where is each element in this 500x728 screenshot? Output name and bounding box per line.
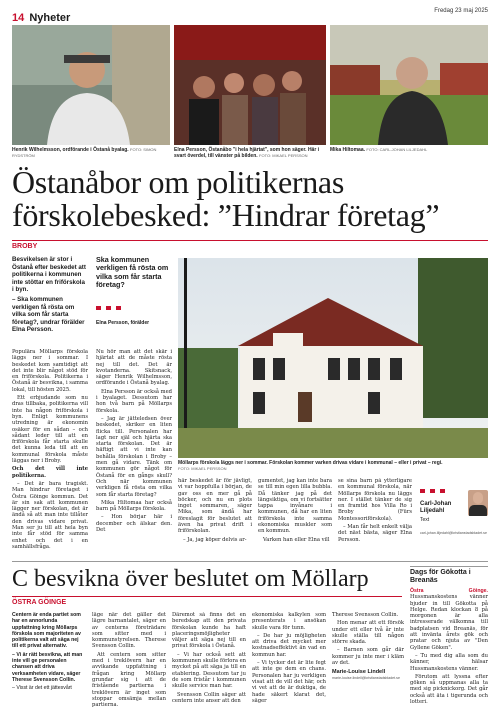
main-col1-subhead: Och det vill inte politikerna.: [12, 466, 88, 479]
main-col1-p1: Populära Möllarps förskola läggs ner i sommar. I beskedet kom samtidigt att det inte blir något stöd för en friförskola. Politikerna i Östanå är besvikna, i samma lokal, till hösten 2025.: [12, 349, 88, 393]
caption-elna: [174, 147, 326, 159]
second-col3-p3: Svensson Collin säger att centern inte anser att den: [172, 691, 246, 704]
byline-name: Carl-Johan Liljedahl: [420, 501, 452, 514]
sidebar-title: Dags för Gökotta i Breanäs: [410, 569, 471, 584]
main-col3-p1: här beskedet är för jävligt, vi var hoppfulla i början, de gav oss en mer gå på böcker, och nu en plots inget sommaren, säger Mika, som ändå har föreslagit för beslutet att även ha privat drift i friförskolan.: [178, 478, 252, 535]
main-col-4: [258, 478, 332, 558]
page-number: 14: [12, 12, 25, 24]
second-lead-p3: – Visst är det ett jättesvårt: [12, 685, 72, 692]
second-headline: C besvikna över beslutet om Möllarp: [12, 566, 369, 592]
credit-henrik: FOTO: SIMON RYDSTRÖM: [12, 147, 157, 158]
second-col5-p3: – Barnen som går där kommer ju inte mer i kläm av det.: [332, 647, 404, 667]
main-col4-p2: Varken han eller Elna vill: [263, 536, 330, 543]
sidebar-box: [410, 566, 488, 724]
main-col-3: [178, 478, 252, 558]
second-col4-p1: ekonomiska kalkylen som presenterats i ansökan skulle vara för tunn.: [252, 612, 326, 631]
main-col1-p2: Ett erbjudande som nu dras tillbaka, politikerna vill inte ha någon friförskola i byn. Enligt kommunens utredning är ekonomin osäker för en sådan – och sådant leder till att en friförskola får starta skulle det kunna leda till att en kommunal förskola måste läggas ner i Broby.: [12, 395, 88, 465]
school-photo-caption: [178, 460, 488, 472]
photo-mika: [330, 25, 488, 145]
second-col4-p2: – De har ju möjligheten att driva det mycket mer kostnadseffektivt än vad en kommun har.: [252, 632, 326, 658]
second-col3-p2: – Vi har också sett att kommunen skulle förlora en mycket på att säga ja till en etablering. Dessutom tar ju de som fristår i kommunen skulle service man har.: [172, 651, 246, 690]
credit-elna: FOTO: MIKAEL PERSSON: [259, 153, 308, 158]
quote-source: Elna Persson, förälder: [96, 319, 150, 326]
school-photo-credit: FOTO: MIKAEL PERSSON: [178, 466, 227, 471]
sidebar-text: [410, 588, 488, 705]
caption-mika: [330, 147, 488, 153]
quote-dashes: [96, 295, 172, 314]
caption-mika-text: Mika Hiltomaa.: [330, 147, 366, 153]
second-byline-email: marie-louise.lindell@kristianstadsbladet.se: [332, 675, 400, 680]
main-col2-p2: Elna Persson är också med i byalaget. Dessutom har hon två barn på Möllarps förskola.: [96, 388, 172, 414]
second-col4-p3: – Vi tycker det är lite fegt att inte ge dem en chans. Personalen har ju verkligen visat att de vill det här, och vi vet att de är duktiga, de hade säkert klarat det, säger: [252, 660, 326, 704]
main-col2-p5: – Hon börjar här i december och älskar den. Det: [96, 514, 172, 534]
main-col4-p1: gumentet, jag kan inte bara se till min egen lilla bubbla. Då tänker jag på det längsiktiga, om vi fortsätter tappa invånare i kommunen, då har en liten friförskola inte samma ekonomiska muskler som en kommun.: [258, 478, 332, 535]
page-header: [12, 6, 488, 24]
second-lead-p2: – Vi är rätt besvikna, att man inte vill ge personalen chansen att driva verksamheten vidare, säger Therese Svensson Collin.: [12, 651, 83, 683]
sidebar-p2: – Tu med dig alla som du känner, hälsar Hussmanskostens vänner.: [410, 652, 488, 672]
school-caption-text: Möllarps förskola läggs ner i sommar. Förskolan kommer varken drivas vidare i kommunal – eller i privat – regi.: [178, 460, 443, 466]
main-col-2: [96, 349, 172, 557]
sidebar-kicker: Östra Göinge.: [410, 588, 488, 594]
byline-role: Text: [420, 517, 430, 523]
second-col-4: [252, 612, 326, 724]
photo-henrik: [12, 25, 170, 145]
main-headline: Östanåbor om politikernas förskolebesked: ”Hindrar företag”: [12, 164, 440, 233]
second-col5-p1: Therese Svensson Collin.: [332, 612, 399, 618]
main-col3-p2: – Ja, jag köper delvis ar-: [183, 536, 247, 543]
second-col2-p1: läge när det gäller det lägre barnantalet, säger en av centerns företrädare som sitter med i kommunstyrelsen. Therese Svensson Collin.: [92, 612, 166, 650]
main-lead-p2: – Ska kommunen verkligen få rösta om vilka som får starta företag?, undrar förälder Elna Persson.: [12, 295, 85, 334]
main-col1-p3: [12, 466, 88, 479]
main-col2-p1: Nu hör man att det skär i hjärtat att de måste rösta nej till det. Det är kvotanderna. Skitsnack, säger Henrik Wilhelmsson, ordförande i Östanå byalag.: [96, 349, 172, 387]
sidebar-p1: [410, 588, 488, 651]
second-lead: [12, 612, 86, 724]
main-kicker: BROBY: [12, 243, 38, 250]
main-lead: [12, 256, 88, 336]
main-col1-p4: – Det är bara tragiskt. Man hindrar företaget i Östra Göinge kommun. Det är sin sak att kommunen lägger ner förskolan, det är ändå så att man inte tillåter den drivas vidare privat. Man ser ju till att hela byn inte får stöd för samma enhet och det i en samhällsfråga.: [12, 480, 88, 550]
caption-henrik-text: Henrik Wilhelmsson, ordförande i Östanå byalag.: [12, 147, 129, 153]
section-divider: [12, 561, 488, 562]
main-byline: [420, 478, 488, 536]
kicker-rule: [12, 240, 488, 241]
photo-school: [178, 258, 488, 458]
sidebar-p1-text: Hussmanskostens vänner bjuder in till Gökotta på Helge. Redan klockan 8 på morgonen är alla intresserade välkomna till badplatsen vid Breanäs, för att invänta årets gök och pratar och njuta av "Den Gyllene Göken".: [410, 594, 488, 651]
second-col-5: [332, 612, 404, 724]
second-col2-p2: Att centern som sitter med i treklövern har en avvikande uppfattning i frågan kring Möllarp grundar sig i att de fristående partierna i treklövern är inget som stoppar omsämja mellan partierna.: [92, 651, 166, 709]
caption-elna-text: Elna Persson, Östanåbo "i hela hjärtat", som hon säger. Här i svart överdel, till vänster på bilden.: [174, 147, 320, 159]
page-date: Fredag 23 maj 2025: [434, 8, 488, 14]
second-col-2: [92, 612, 166, 724]
second-kicker: ÖSTRA GÖINGE: [12, 599, 67, 606]
second-col5-p2: Hon menar att ett försök under ett eller två år inte skulle ställa till någon större skada.: [332, 620, 404, 646]
section-label: Nyheter: [29, 12, 71, 24]
second-kicker-rule: [12, 596, 402, 597]
main-col-5: [338, 478, 412, 558]
main-col2-p3: – Jag är jätteledsen över beskedet, skriker en liten flicka till. Personalen har lagt ner själ och hjärta ska starta förskolan. Det är häftigt att vi inte kan behålla förskolan i Broby – men gå vidare. Tänk om kommunen gör något för Östanå för en gångs skull? Och när kommunen verkligen få rösta om vilka som får starta företag?: [96, 415, 172, 498]
main-col2-p4: Mika Hiltomaa har också barn på Möllarps förskola.: [96, 499, 172, 513]
byline-email: carl-johan.liljedahl@kristianstadsbladet.se: [420, 531, 487, 535]
second-lead-p1: Centern är enda partiet som har en annorlunda uppfattning kring Möllarps förskola som majoriteten av politikerna valt att säga nej till ett privat alternativ.: [12, 612, 81, 650]
main-col-1: [12, 349, 88, 557]
second-col3-p1: Däremot så finns det en beredskap att den privata förskolan kunde ha haft placeringsmöjligheter väljer att säga nej till en privat förskola i Östanå.: [172, 612, 246, 650]
second-byline-name: Marie-Louise Lindell: [332, 669, 386, 676]
main-col5-p1: se sina barn på ytterligare en kommunal förskola, när Möllarps förskola nu läggs ner. I stället tänker de sig en framtid hos Villa Ro i Broby (Fürs Montessoriförskola).: [338, 478, 412, 522]
quote-text: Ska kommunen verkligen få rösta om vilka som får starta företag?: [96, 255, 169, 290]
second-col-3: [172, 612, 246, 724]
main-col5-p2: – Man får helt enkelt välja det näst bästa, säger Elna Persson.: [338, 524, 412, 543]
sidebar-p3: Förutom att lyssna efter göken så uppmanas alla ta med sig picknickorg. Det går också att äta i tigerunda och lotteri.: [410, 673, 488, 706]
quote-box: [96, 256, 172, 326]
byline-avatar: [468, 490, 488, 516]
caption-henrik: [12, 147, 170, 159]
credit-mika: FOTO: CARL-JOHAN LILJEDAHL: [366, 147, 428, 152]
photo-elna: [174, 25, 326, 145]
main-lead-p1: Besvikelsen är stor i Östanå efter beskedet att politikerna i kommunen inte stöttar en friförskola i byn.: [12, 256, 86, 294]
